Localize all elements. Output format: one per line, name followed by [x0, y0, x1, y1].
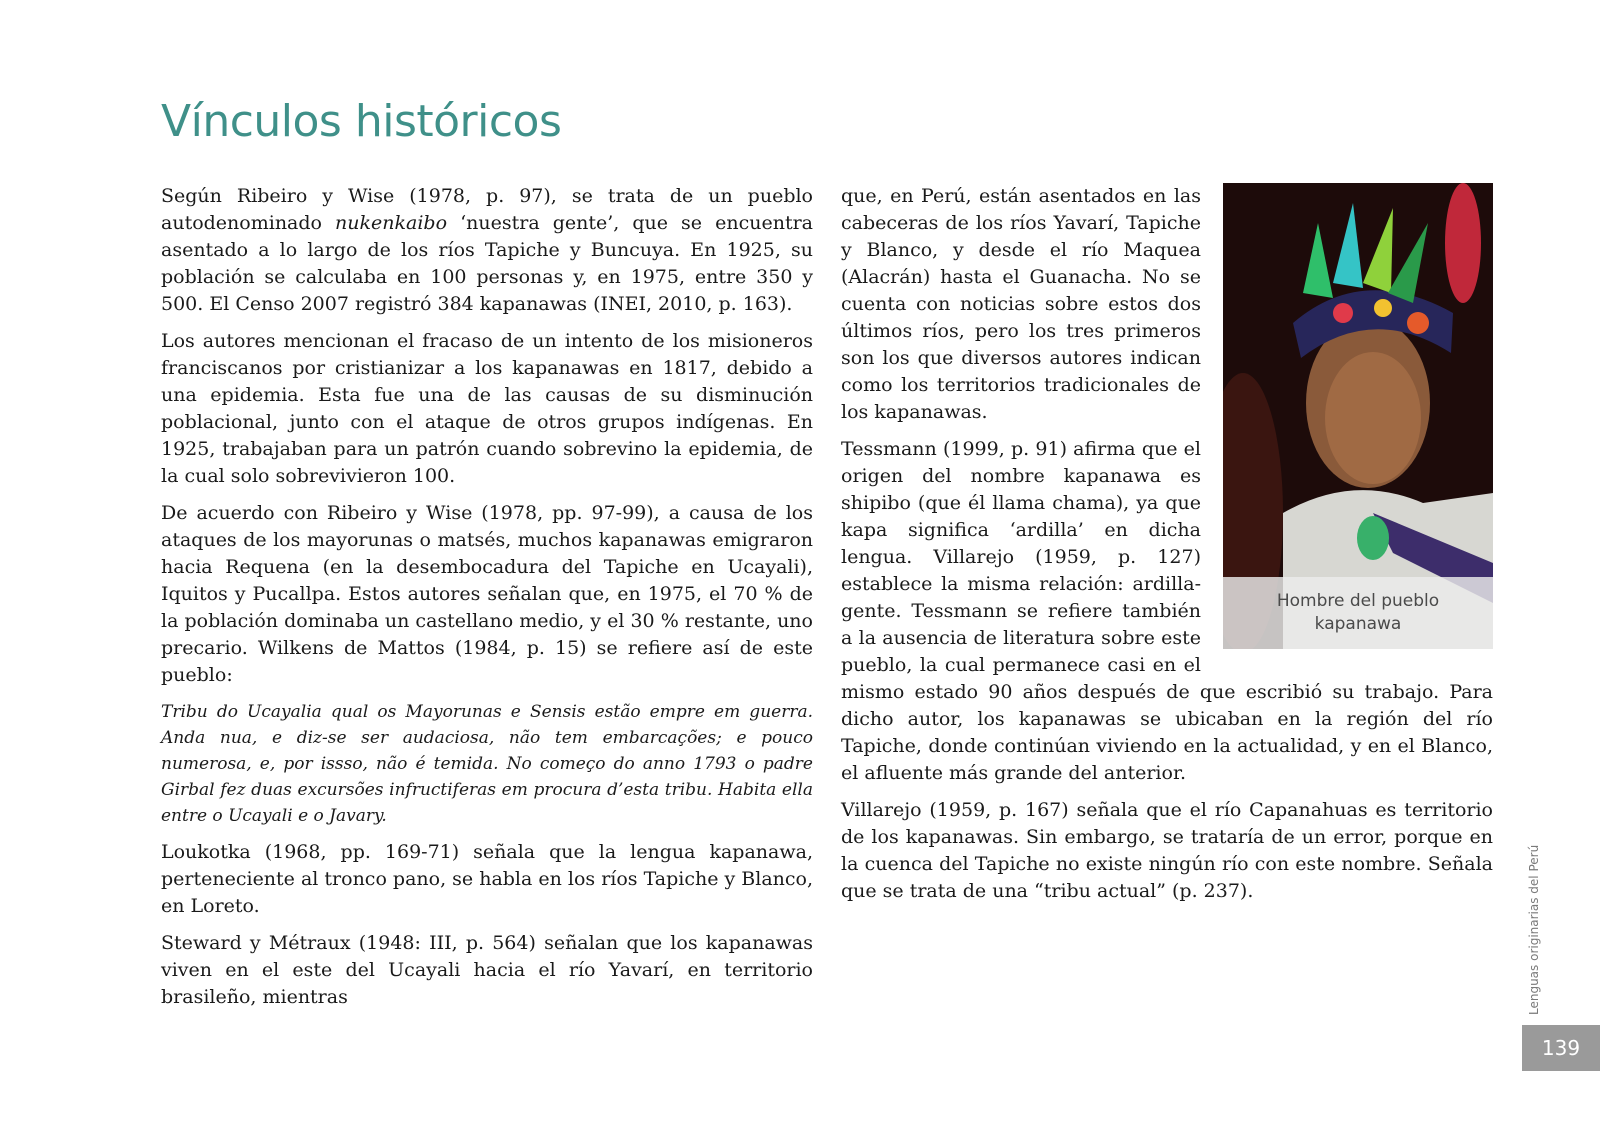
- right-column: [841, 183, 1493, 915]
- paragraph: Loukotka (1968, pp. 169-71) señala que la lengua kapanawa, perteneciente al tronco pano, se habla en los ríos Tapiche y Blanco, en Loreto.: [161, 841, 814, 917]
- paragraph: Tessmann (1999, p. 91) afirma que el origen del nombre kapanawa es shipibo (que él llama chama), ya que kapa significa ‘ardilla’ en dicha lengua. Villarejo (1959, p. 127) establece la misma relación: ardilla-gente. Tessmann se refiere también a la ausencia de literatura sobre este pueblo, la cual permanece casi en el mismo estado 90 años después de que escribió su trabajo. Para dicho autor, los kapanawas se ubicaban en la región del río Tapiche, donde continúan viviendo en la actualidad, y en el Blanco, el afluente más grande del anterior.: [841, 438, 1493, 784]
- paragraph-text: ‘nuestra gente’, que se encuentra asentado a lo largo de los ríos Tapiche y Buncuya. En 1925, su población se calculaba en 100 personas y, en 1975, entre 350 y 500. El Censo 2007 registró 384 kapanawas (INEI, 2010, p. 163).: [161, 212, 813, 315]
- page-number: 139: [1522, 1025, 1600, 1071]
- block-quote: Tribu do Ucayalia qual os Mayorunas e Sensis estão empre em guerra. Anda nua, e diz-se ser audaciosa, não tem embarcações; e pouco numerosa, e, por issso, não é temida. No começo do anno 1793 o padre Girbal fez duas excursões infructiferas em procura d’esta tribu. Habita ella entre o Ucayali e o Javary.: [161, 702, 813, 826]
- photo-figure: [1223, 183, 1493, 649]
- page-title: Vínculos históricos: [161, 96, 562, 147]
- left-column: [161, 183, 813, 1021]
- photo-caption: Hombre del pueblo kapanawa: [1223, 577, 1493, 649]
- paragraph: Los autores mencionan el fracaso de un intento de los misioneros franciscanos por cristianizar a los kapanawas en 1817, debido a una epidemia. Esta fue una de las causas de su disminución poblacional, junto con el ataque de otros grupos indígenas. En 1925, trabajaban para un patrón cuando sobrevino la epidemia, de la cual solo sobrevivieron 100.: [161, 330, 813, 487]
- paragraph-text: Según Ribeiro y Wise (1978, p. 97), se trata de un pueblo autodenominado: [161, 185, 813, 234]
- paragraph: Villarejo (1959, p. 167) señala que el río Capanahuas es territorio de los kapanawas. Sin embargo, se trataría de un error, porque en la cuenca del Tapiche no existe ningún río con este nombre. Señala que se trata de una “tribu actual” (p. 237).: [841, 799, 1493, 902]
- paragraph: que, en Perú, están asentados en las cabeceras de los ríos Yavarí, Tapiche y Blanco, y desde el río Maquea (Alacrán) hasta el Guanacha. No se cuenta con noticias sobre estos dos últimos ríos, pero los tres primeros son los que diversos autores indican como los territorios tradicionales de los kapanawas.: [841, 185, 1201, 423]
- paragraph: Steward y Métraux (1948: III, p. 564) señalan que los kapanawas viven en el este del Ucayali hacia el río Yavarí, en territorio brasileño, mientras: [161, 932, 813, 1008]
- emphasis-term: nukenkaibo: [335, 212, 448, 234]
- paragraph: [161, 183, 813, 318]
- book-title-vertical: Lenguas originarias del Perú: [1527, 844, 1541, 1015]
- paragraph: De acuerdo con Ribeiro y Wise (1978, pp. 97-99), a causa de los ataques de los mayorunas o matsés, muchos kapanawas emigraron hacia Requena (en la desembocadura del Tapiche en Ucayali), Iquitos y Pucallpa. Estos autores señalan que, en 1975, el 70 % de la población dominaba un castellano medio, y el 30 % restante, uno precario. Wilkens de Mattos (1984, p. 15) se refiere así de este pueblo:: [161, 502, 813, 686]
